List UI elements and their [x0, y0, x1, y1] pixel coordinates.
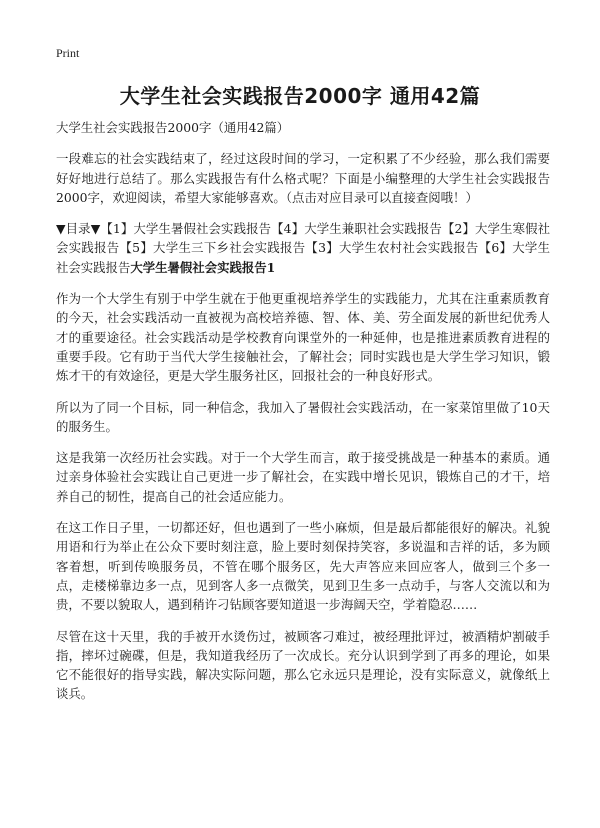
page-title: 大学生社会实践报告2000字 通用42篇 — [119, 84, 481, 108]
document-body — [56, 118, 550, 716]
print-link[interactable]: Print — [56, 46, 80, 60]
toc-item-5[interactable]: 【5】大学生三下乡社会实践报告 — [119, 240, 306, 256]
toc-item-1[interactable]: 【1】大学生暑假社会实践报告 — [100, 221, 272, 237]
body-paragraph-1: 作为一个大学生有别于中学生就在于他更重视培养学生的实践能力，尤其在注重素质教育的今天，社会实践活动一直被视为高校培养德、智、体、美、劳全面发展的新世纪优秀人才的重要途径。社会实践活动是学校教育向课堂外的一种延伸，也是推进素质教育进程的重要手段。它有助于当代大学生接触社会，了解社会；同时实践也是大学生学习知识，锻炼才干的有效途径，更是大学生服务社区，回报社会的一种良好形式。 — [56, 291, 550, 384]
toc-item-2[interactable]: 【2】大学生寒假社会实践报告 — [56, 221, 551, 256]
toc-item-3[interactable]: 【3】大学生农村社会实践报告 — [305, 240, 479, 256]
body-paragraph-4: 在这工作日子里，一切都还好，但也遇到了一些小麻烦，但是最后都能很好的解决。礼貌用语和行为举止在公众下要时刻注意，脸上要时刻保持笑容，多说温和吉祥的话，多为顾客着想，听到传唤服务员，不管在哪个服务区，先大声答应来回应客人，做到三个多一点，走楼梯靠边多一点，见到客人多一点微笑，见到卫生多一点动手，与客人交流以和为贵，不要以貌取人，遇到稍许刁钻顾客要知道退一步海阔天空，学着隐忍…… — [56, 520, 550, 613]
body-paragraph-5: 尽管在这十天里，我的手被开水烫伤过，被顾客刁难过，被经理批评过，被酒精炉割破手指，摔坏过碗碟，但是，我知道我经历了一次成长。充分认识到学到了再多的理论，如果它不能很好的指导实践，解决实际问题，那么它永远只是理论，没有实际意义，就像纸上谈兵。 — [56, 628, 550, 702]
body-paragraph-3: 这是我第一次经历社会实践。对于一个大学生而言，敢于接受挑战是一种基本的素质。通过亲身体验社会实践让自己更进一步了解社会，在实践中增长见识，锻炼自己的才干，培养自己的韧性，提高自己的社会适应能力。 — [56, 450, 550, 504]
document-subtitle: 大学生社会实践报告2000字（通用42篇） — [56, 120, 290, 135]
toc-current-heading: 大学生暑假社会实践报告1 — [130, 259, 276, 275]
toc-label: ▼目录▼ — [56, 221, 101, 237]
body-paragraph-2: 所以为了同一个目标，同一种信念，我加入了暑假社会实践活动，在一家菜馆里做了10天的服务生。 — [56, 399, 550, 434]
toc-item-6[interactable]: 【6】大学生社会实践报告 — [56, 240, 550, 275]
toc-item-4[interactable]: 【4】大学生兼职社会实践报告 — [271, 221, 442, 237]
table-of-contents — [56, 219, 550, 277]
intro-paragraph: 一段难忘的社会实践结束了，经过这段时间的学习，一定积累了不少经验，那么我们需要好好地进行总结了。那么实践报告有什么格式呢？下面是小编整理的大学生社会实践报告2000字，欢迎阅读，希望大家能够喜欢。（点击对应目录可以直接查阅哦！） — [56, 151, 550, 205]
